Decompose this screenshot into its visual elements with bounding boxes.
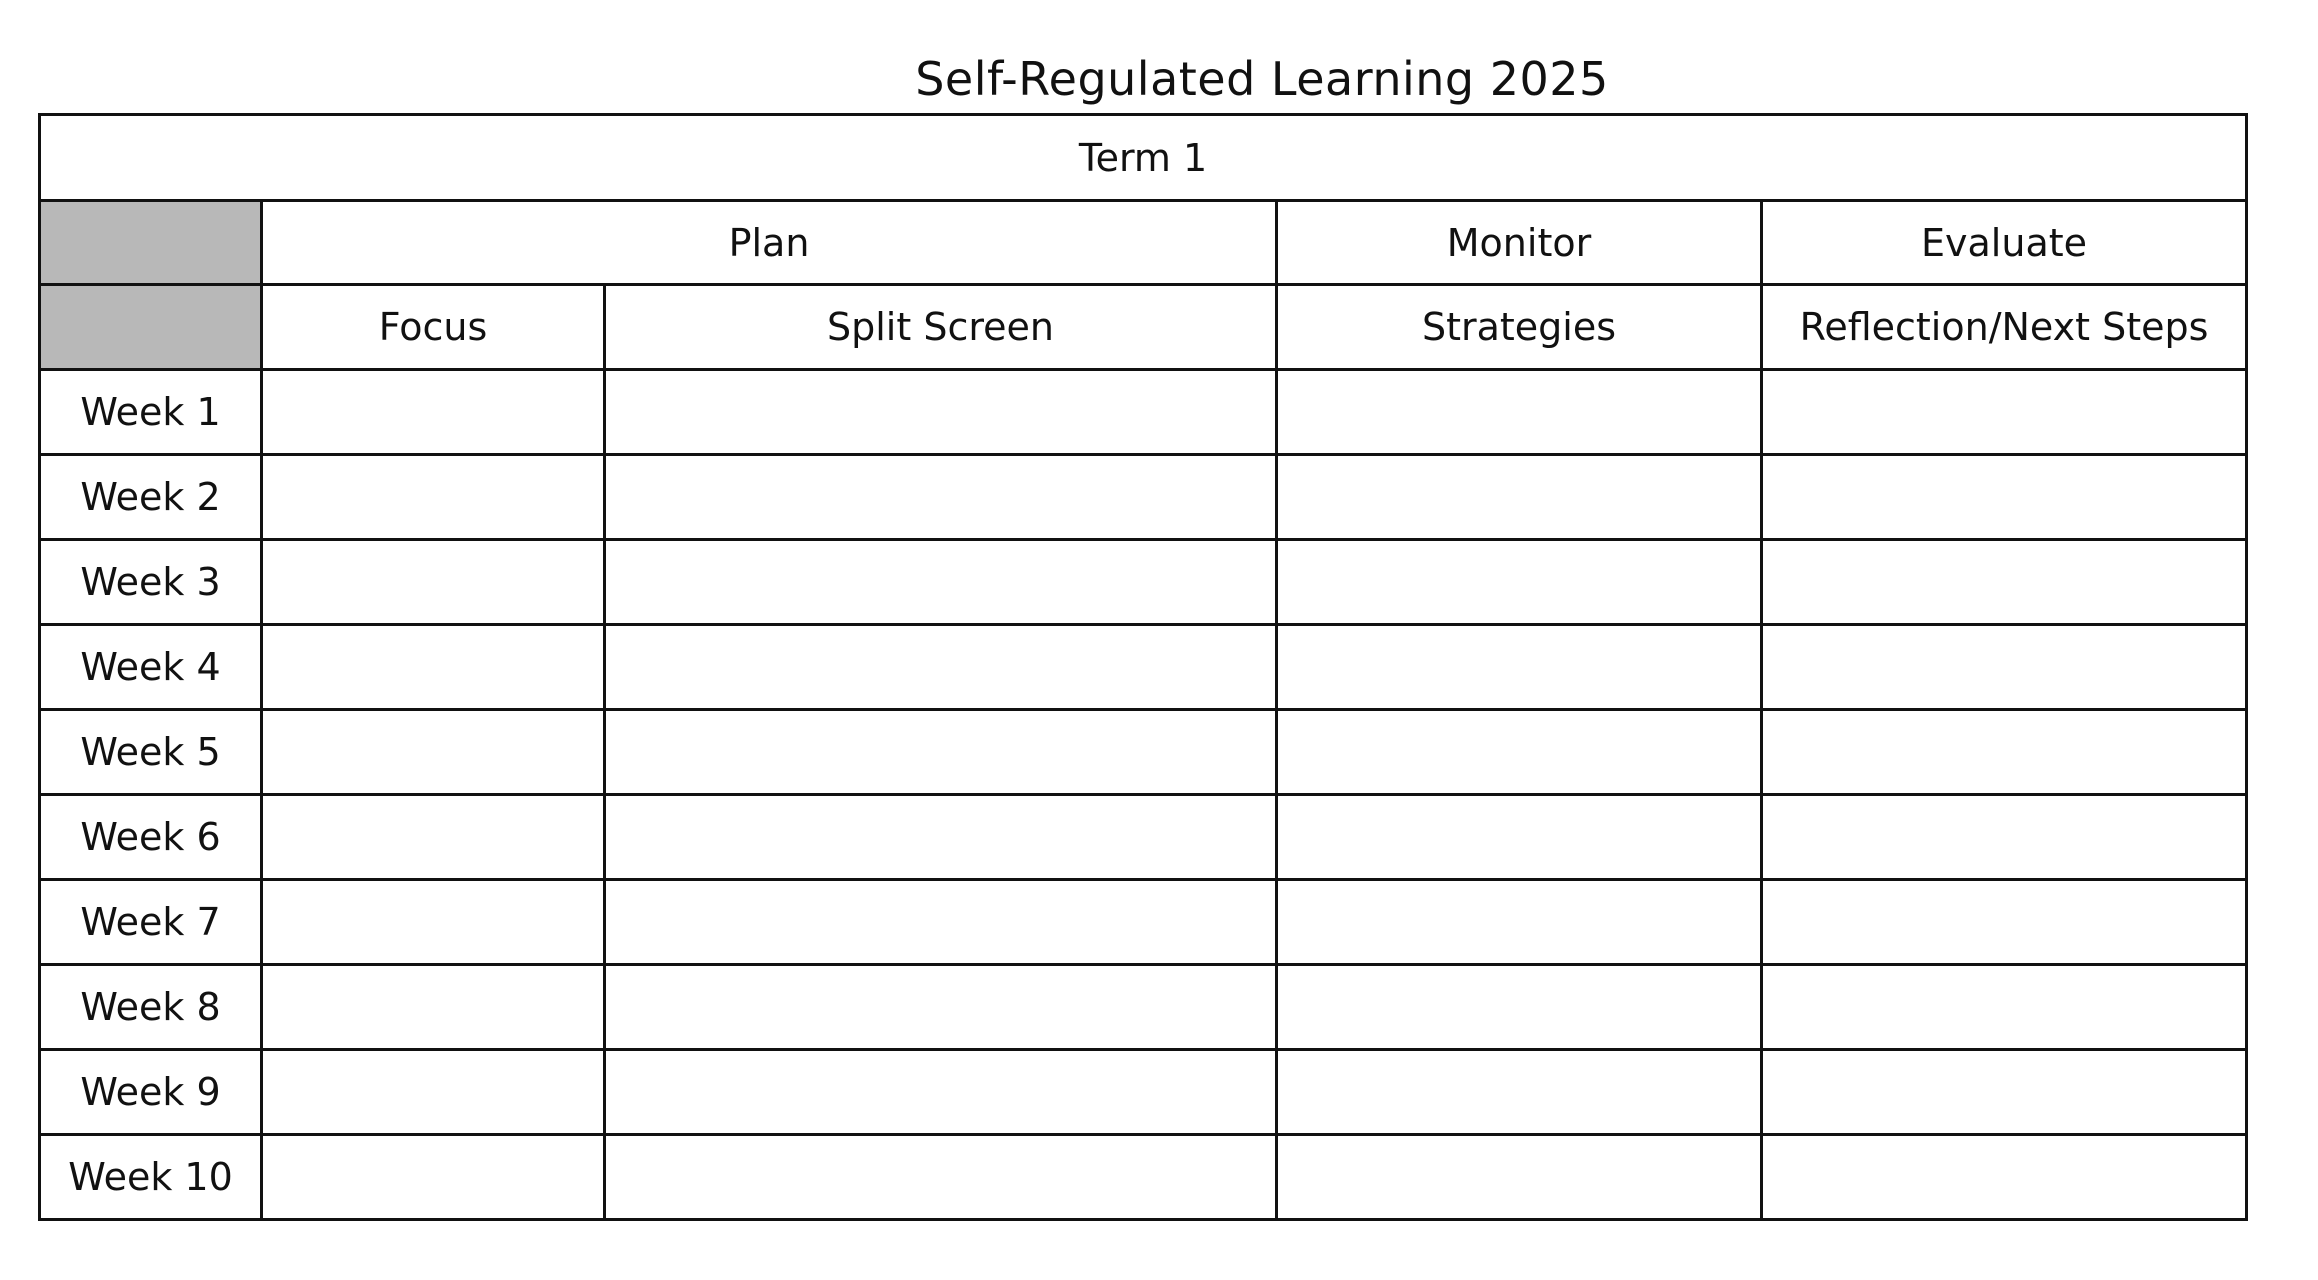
strategies-cell[interactable] <box>1277 795 1762 880</box>
week-label: Week 5 <box>40 710 262 795</box>
reflection-cell[interactable] <box>1762 880 2247 965</box>
focus-cell[interactable] <box>262 455 605 540</box>
week-row <box>40 540 2247 625</box>
corner-shaded-cell <box>40 285 262 370</box>
week-row <box>40 1050 2247 1135</box>
term-row <box>40 115 2247 201</box>
split-screen-cell[interactable] <box>605 455 1277 540</box>
strategies-cell[interactable] <box>1277 1135 1762 1220</box>
reflection-cell[interactable] <box>1762 710 2247 795</box>
week-row <box>40 625 2247 710</box>
reflection-cell[interactable] <box>1762 965 2247 1050</box>
focus-cell[interactable] <box>262 540 605 625</box>
focus-cell[interactable] <box>262 965 605 1050</box>
reflection-cell[interactable] <box>1762 540 2247 625</box>
evaluate-header: Evaluate <box>1762 201 2247 285</box>
split-screen-cell[interactable] <box>605 710 1277 795</box>
split-screen-cell[interactable] <box>605 880 1277 965</box>
strategies-header: Strategies <box>1277 285 1762 370</box>
focus-cell[interactable] <box>262 710 605 795</box>
subheader-row <box>40 285 2247 370</box>
focus-header: Focus <box>262 285 605 370</box>
week-row <box>40 965 2247 1050</box>
week-label: Week 10 <box>40 1135 262 1220</box>
strategies-cell[interactable] <box>1277 540 1762 625</box>
plan-header: Plan <box>262 201 1277 285</box>
split-screen-cell[interactable] <box>605 625 1277 710</box>
strategies-cell[interactable] <box>1277 710 1762 795</box>
focus-cell[interactable] <box>262 880 605 965</box>
week-label: Week 8 <box>40 965 262 1050</box>
week-row <box>40 1135 2247 1220</box>
reflection-cell[interactable] <box>1762 370 2247 455</box>
week-label: Week 2 <box>40 455 262 540</box>
focus-cell[interactable] <box>262 795 605 880</box>
monitor-header: Monitor <box>1277 201 1762 285</box>
week-label: Week 1 <box>40 370 262 455</box>
strategies-cell[interactable] <box>1277 625 1762 710</box>
reflection-cell[interactable] <box>1762 455 2247 540</box>
split-screen-header: Split Screen <box>605 285 1277 370</box>
reflection-cell[interactable] <box>1762 1050 2247 1135</box>
split-screen-cell[interactable] <box>605 1050 1277 1135</box>
focus-cell[interactable] <box>262 1050 605 1135</box>
split-screen-cell[interactable] <box>605 370 1277 455</box>
week-label: Week 4 <box>40 625 262 710</box>
reflection-cell[interactable] <box>1762 1135 2247 1220</box>
strategies-cell[interactable] <box>1277 455 1762 540</box>
split-screen-cell[interactable] <box>605 965 1277 1050</box>
strategies-cell[interactable] <box>1277 1050 1762 1135</box>
split-screen-cell[interactable] <box>605 1135 1277 1220</box>
week-label: Week 3 <box>40 540 262 625</box>
reflection-cell[interactable] <box>1762 625 2247 710</box>
corner-shaded-cell <box>40 201 262 285</box>
week-row <box>40 710 2247 795</box>
split-screen-cell[interactable] <box>605 795 1277 880</box>
week-row <box>40 455 2247 540</box>
week-row <box>40 880 2247 965</box>
term-header: Term 1 <box>40 115 2247 201</box>
stage-row <box>40 201 2247 285</box>
week-label: Week 9 <box>40 1050 262 1135</box>
focus-cell[interactable] <box>262 1135 605 1220</box>
reflection-header: Reflection/Next Steps <box>1762 285 2247 370</box>
week-label: Week 7 <box>40 880 262 965</box>
focus-cell[interactable] <box>262 625 605 710</box>
strategies-cell[interactable] <box>1277 880 1762 965</box>
strategies-cell[interactable] <box>1277 965 1762 1050</box>
reflection-cell[interactable] <box>1762 795 2247 880</box>
week-row <box>40 795 2247 880</box>
week-label: Week 6 <box>40 795 262 880</box>
strategies-cell[interactable] <box>1277 370 1762 455</box>
page-title: Self-Regulated Learning 2025 <box>915 52 1609 106</box>
split-screen-cell[interactable] <box>605 540 1277 625</box>
focus-cell[interactable] <box>262 370 605 455</box>
planning-table <box>38 113 2248 1221</box>
week-row <box>40 370 2247 455</box>
